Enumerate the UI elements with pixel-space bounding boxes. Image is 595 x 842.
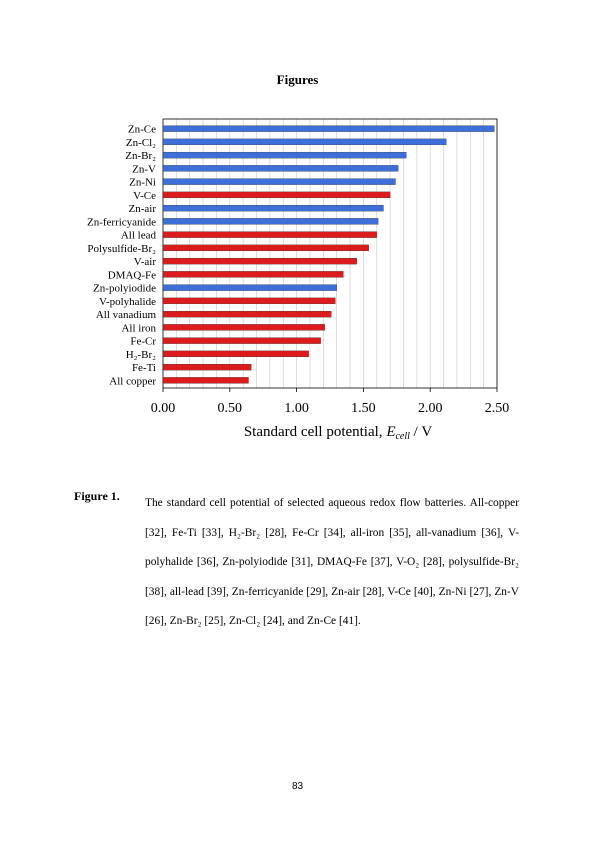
bar — [163, 377, 249, 383]
bar-chart — [0, 115, 595, 470]
bar — [163, 232, 377, 238]
grid-lines — [163, 119, 497, 388]
category-label: Fe-Cr — [130, 335, 156, 348]
category-label: V-air — [133, 256, 156, 269]
x-axis-label: Standard cell potential, $E_{cell}$ / V — [243, 424, 433, 442]
x-tick-label: 1.50 — [351, 401, 376, 416]
bar — [163, 139, 446, 145]
page-heading: Figures — [276, 72, 319, 87]
category-label: Zn-polyiodide — [93, 282, 156, 295]
page-number: 83 — [291, 781, 304, 792]
category-label: All lead — [120, 229, 156, 242]
bar — [163, 165, 398, 171]
plot-frame — [163, 119, 497, 388]
category-label: Zn-air — [128, 203, 156, 216]
category-label: All copper — [109, 375, 156, 388]
x-axis — [151, 388, 510, 416]
category-label: DMAQ-Fe — [107, 269, 156, 282]
x-tick-label: 2.50 — [484, 401, 510, 416]
x-tick-label: 0.50 — [217, 401, 243, 416]
bar — [163, 298, 335, 304]
bar — [163, 311, 331, 317]
bar — [163, 179, 395, 185]
bar — [163, 351, 309, 357]
bar — [163, 245, 369, 251]
x-tick-label: 2.00 — [417, 401, 443, 416]
x-tick-label: 1.00 — [284, 401, 309, 416]
bar — [163, 152, 406, 158]
category-label: Polysulfide-Br₂ — [87, 242, 156, 255]
bar — [163, 338, 321, 344]
category-label: Zn-Cl₂ — [125, 136, 156, 149]
category-label: V-Ce — [133, 189, 156, 202]
category-labels — [87, 124, 157, 388]
bar — [163, 218, 378, 224]
category-label: Zn-Ce — [127, 123, 156, 136]
bar — [163, 192, 390, 198]
category-label: Zn-Br₂ — [125, 150, 156, 163]
bar — [163, 258, 357, 264]
category-label: V-polyhalide — [98, 295, 156, 308]
figure-caption: The standard cell potential of selected aqueous redox flow batteries. All-copper [32], Fe-Ti [33], H₂-Br₂ [28], Fe-Cr [34], all-iron [35], all-vanadium [36], V-polyhalide [36], Zn-polyiodide [31], DMAQ-Fe [37], V-O₂ [28], polysulfide-Br₂ [38], all-lead [39], Zn-ferricyanide [29], Zn-air [28], V-Ce [40], Zn-Ni [27], Zn-V [26], Zn-Br₂ [25], Zn-Cl₂ [24], and Zn-Ce [41]. — [145, 497, 519, 627]
bar — [163, 205, 383, 211]
category-label: Zn-V — [132, 163, 156, 176]
category-label: H₂-Br₂ — [125, 348, 156, 361]
category-label: Zn-ferricyanide — [86, 216, 156, 229]
category-label: All vanadium — [95, 309, 156, 322]
figure-label: Figure 1. — [74, 489, 120, 503]
bar — [163, 126, 494, 132]
bar — [163, 364, 251, 370]
bar — [163, 271, 343, 277]
bar — [163, 324, 325, 330]
category-label: Zn-Ni — [129, 176, 156, 189]
bar — [163, 285, 337, 291]
category-label: All iron — [121, 322, 156, 335]
category-label: Fe-Ti — [131, 362, 156, 375]
bars — [163, 126, 494, 384]
x-tick-label: 0.00 — [150, 401, 176, 416]
